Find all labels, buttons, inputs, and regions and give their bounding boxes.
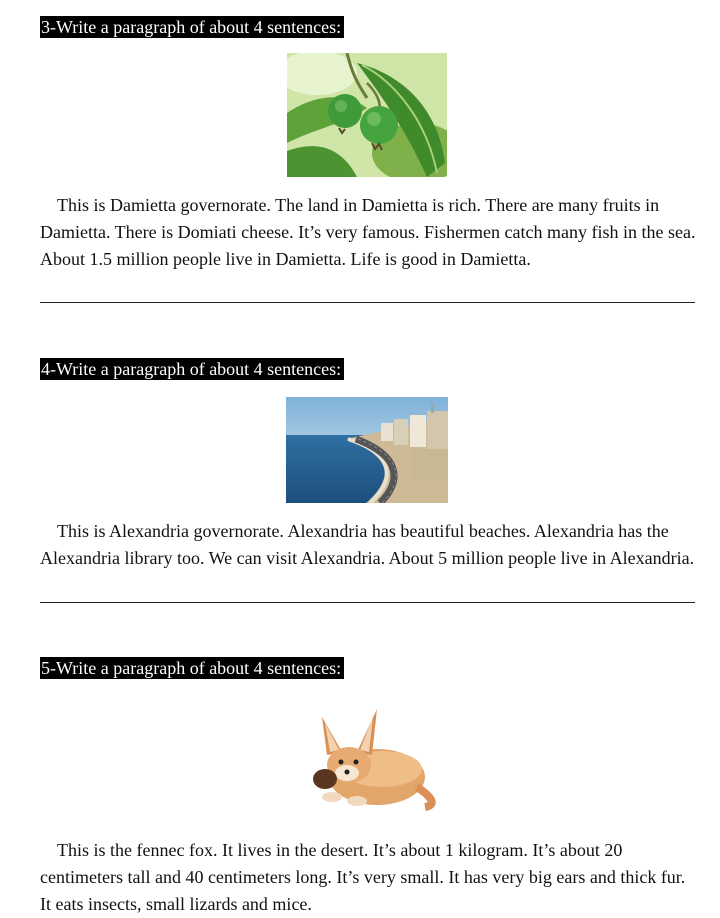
fennec-fox-image	[287, 697, 447, 821]
answer-underline	[40, 302, 695, 303]
exercise-heading-3: 3-Write a paragraph of about 4 sentences:	[40, 16, 344, 38]
exercise-heading-4: 4-Write a paragraph of about 4 sentences:	[40, 358, 344, 380]
paragraph-alexandria: This is Alexandria governorate. Alexandria has beautiful beaches. Alexandria has the Alexandria library too. We can visit Alexandria. About 5 million people live in Alexandria.	[40, 521, 695, 568]
alexandria-corniche-image	[286, 397, 448, 503]
exercise-heading-5: 5-Write a paragraph of about 4 sentences:	[40, 657, 344, 679]
answer-underline	[40, 602, 695, 603]
guava-fruit-image	[287, 53, 447, 177]
paragraph-fennec-fox: This is the fennec fox. It lives in the desert. It’s about 1 kilogram. It’s about 20 centimeters tall and 40 centimeters long. It’s very small. It has very big ears and thick fur. It eats insects, small lizards and mice.	[40, 840, 686, 914]
paragraph-damietta: This is Damietta governorate. The land in Damietta is rich. There are many fruits in Damietta. There is Domiati cheese. It’s very famous. Fishermen catch many fish in the sea. About 1.5 million people live in Damietta. Life is good in Damietta.	[40, 195, 696, 269]
